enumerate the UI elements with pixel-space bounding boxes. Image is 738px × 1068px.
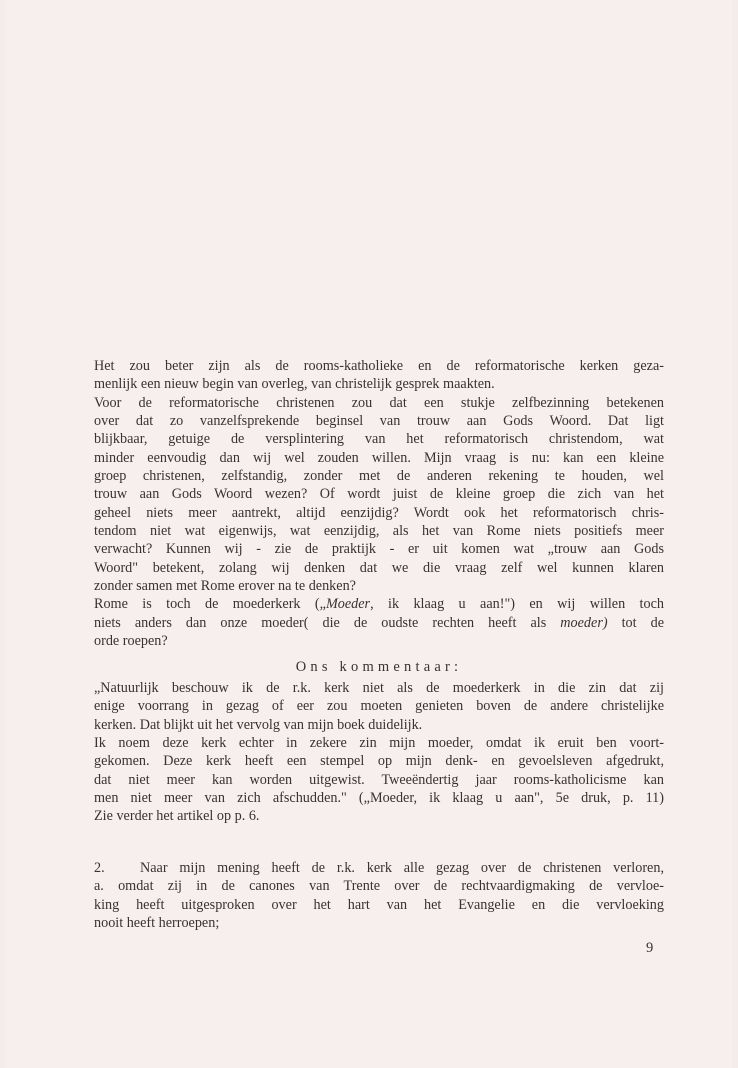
- italic-text: Moeder: [325, 596, 371, 613]
- text-line: [94, 614, 664, 632]
- text-line: menlijk een nieuw begin van overleg, van christelijk gesprek maakten.: [94, 376, 495, 393]
- paragraph-commentary: [94, 679, 664, 826]
- text-line: [94, 595, 664, 613]
- text-span: Rome is toch de moederkerk („: [94, 596, 326, 613]
- text-line: Het zou beter zijn als de rooms-katholieke en de reformatorische kerken geza-: [94, 358, 664, 374]
- text-line: over dat zo vanzelfsprekende beginsel van trouw aan Gods Woord. Dat ligt: [94, 412, 664, 429]
- text-line: king heeft uitgesproken over het hart van het Evangelie en die vervloeking: [94, 896, 664, 913]
- section-heading: Ons kommentaar:: [295, 659, 463, 675]
- text-line: Woord" betekent, zolang wij denken dat we die vraag zelf wel kunnen klaren: [94, 559, 664, 576]
- italic-text: moeder): [560, 614, 608, 631]
- text-span: tot de: [607, 614, 665, 631]
- text-span: , ik klaag u aan!") en wij willen toch: [370, 596, 664, 613]
- text-line: dat niet meer kan worden uitgewist. Tweeëndertig jaar rooms-katholicisme kan: [94, 771, 664, 788]
- text-line: enige voorrang in gezag of eer zou moeten genieten boven de andere christelijke: [94, 698, 664, 715]
- text-line: blijkbaar, getuige de versplintering van het reformatorisch christendom, wat: [94, 431, 664, 448]
- text-line: a. omdat zij in de canones van Trente over de rechtvaardigmaking de vervloe-: [94, 878, 664, 895]
- paragraph-question: [94, 357, 664, 650]
- text-line: zonder samen met Rome erover na te denken?: [94, 577, 356, 594]
- text-span: niets anders dan onze moeder( die de oudste rechten heeft als: [94, 614, 561, 631]
- text-line: minder eenvoudig dan wij wel zouden willen. Mijn vraag is nu: kan een kleine: [94, 449, 664, 466]
- text-line: geheel niets meer aantrekt, altijd eenzijdig? Wordt ook het reformatorisch chris-: [94, 504, 664, 521]
- paragraph-point-2: [94, 859, 664, 932]
- text-line: groep christenen, zelfstandig, zonder met de anderen rekening te houden, wel: [94, 467, 664, 484]
- text-line: Zie verder het artikel op p. 6.: [94, 808, 260, 825]
- text-line: Ik noem deze kerk echter in zekere zin mijn moeder, omdat ik eruit ben voort-: [94, 734, 664, 751]
- text-line: „Natuurlijk beschouw ik de r.k. kerk niet als de moederkerk in die zin dat zij: [94, 680, 664, 696]
- text-line: nooit heeft herroepen;: [94, 914, 220, 931]
- text-line: Voor de reformatorische christenen zou dat een stukje zelfbezinning betekenen: [94, 394, 664, 411]
- document-page: [6, 0, 732, 1068]
- page-number: 9: [646, 940, 654, 956]
- text-line: trouw aan Gods Woord wezen? Of wordt juist de kleine groep die zich van het: [94, 486, 664, 503]
- text-line: orde roepen?: [94, 632, 168, 649]
- text-line: 2. Naar mijn mening heeft de r.k. kerk alle gezag over de christenen verloren,: [94, 860, 664, 876]
- text-line: men niet meer van zich afschudden." („Moeder, ik klaag u aan", 5e druk, p. 11): [94, 789, 664, 806]
- text-line: kerken. Dat blijkt uit het vervolg van mijn boek duidelijk.: [94, 716, 423, 733]
- text-line: gekomen. Deze kerk heeft een stempel op mijn denk- en gevoelsleven afgedrukt,: [94, 753, 664, 770]
- text-line: verwacht? Kunnen wij - zie de praktijk - er uit komen wat „trouw aan Gods: [94, 541, 664, 558]
- text-line: tendom niet wat eigenwijs, wat eenzijdig, als het van Rome niets positiefs meer: [94, 522, 664, 539]
